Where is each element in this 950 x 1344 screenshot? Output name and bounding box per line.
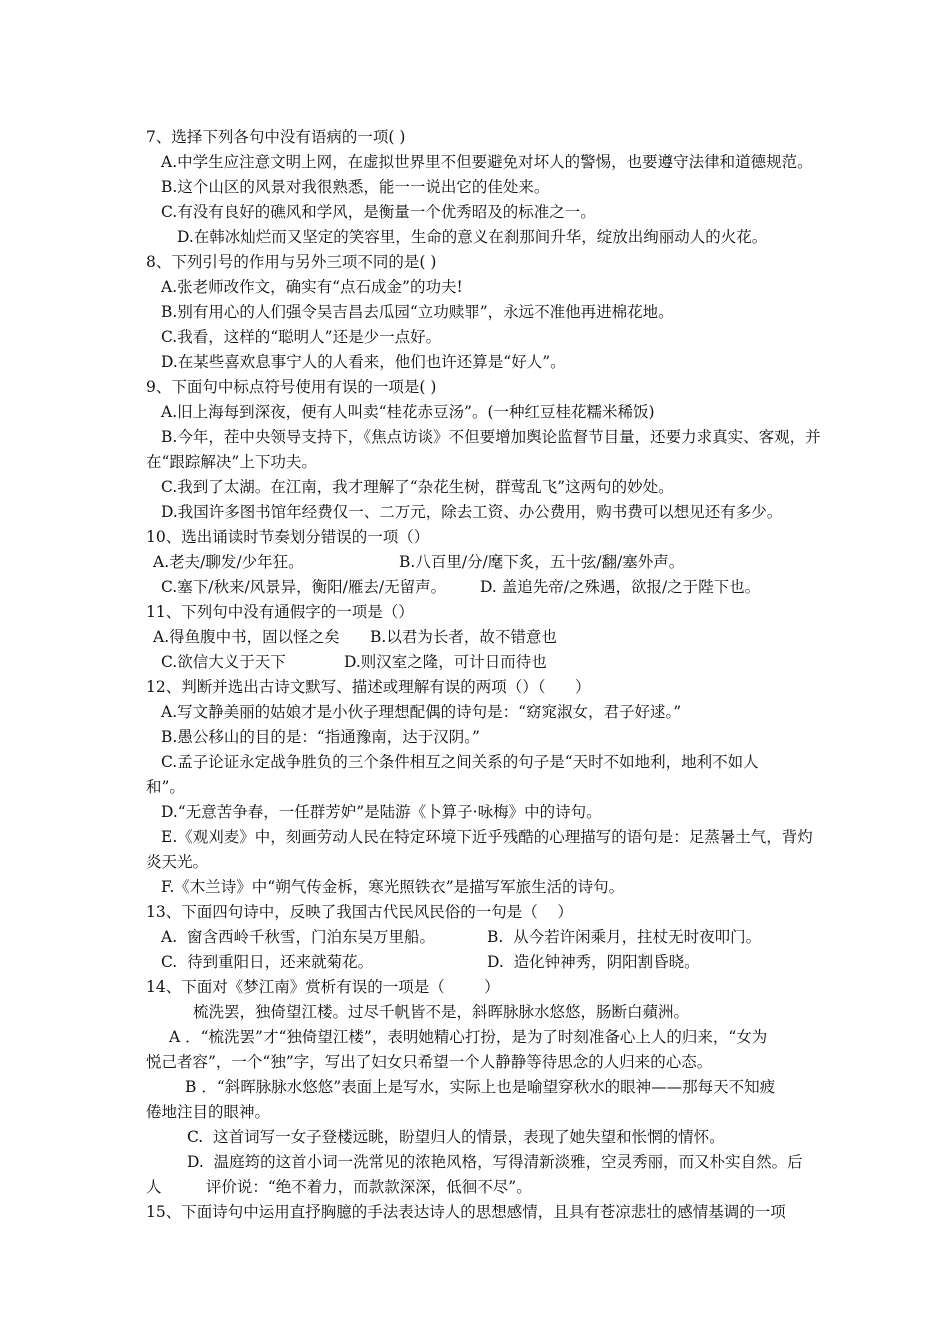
question-10-stem: 10、选出诵读时节奏划分错误的一项（） — [146, 528, 430, 546]
question-10-option-c: C.塞下/秋来/风景异，衡阳/雁去/无留声。 — [161, 578, 447, 596]
question-8-stem: 8、下列引号的作用与另外三项不同的是( ) — [146, 253, 437, 271]
question-7-option-a: A.中学生应注意文明上网，在虚拟世界里不但要避免对坏人的警惕，也要遵守法律和道德规范。 — [161, 153, 813, 171]
question-13-option-b: B. 从今若许闲乘月，拄杖无时夜叩门。 — [487, 928, 762, 946]
question-14-option-a-cont: 悦己者容”，一个“独”字，写出了妇女只希望一个人静静等待思念的人归来的心态。 — [146, 1053, 713, 1071]
question-8-option-c: C.我看，这样的“聪明人”还是少一点好。 — [161, 328, 442, 346]
question-12-option-c: C.孟子论证永定战争胜负的三个条件相互之间关系的句子是“天时不如地利，地利不如人 — [161, 753, 759, 771]
question-10-option-b: B.八百里/分/麾下炙，五十弦/翻/塞外声。 — [399, 553, 685, 571]
question-14-option-c: C. 这首词写一女子登楼远眺，盼望归人的情景，表现了她失望和怅惘的情怀。 — [187, 1128, 725, 1146]
question-14-option-b-cont: 倦地注目的眼神。 — [146, 1103, 271, 1121]
question-8-option-b: B.别有用心的人们强令吴吉昌去瓜园“立功赎罪”，永远不准他再进棉花地。 — [161, 303, 674, 321]
question-10-option-a: A.老夫/聊发/少年狂。 — [153, 553, 304, 571]
question-12-option-f: F.《木兰诗》中“朔气传金柝，寒光照铁衣”是描写军旅生活的诗句。 — [161, 878, 625, 896]
question-15-stem: 15、下面诗句中运用直抒胸臆的手法表达诗人的思想感情，且具有苍凉悲壮的感情基调的一项 — [146, 1203, 786, 1221]
question-11-stem: 11、下列句中没有通假字的一项是（） — [146, 603, 414, 621]
question-14-option-b: B ．“斜晖脉脉水悠悠”表面上是写水，实际上也是喻望穿秋水的眼神——那每天不知疲 — [185, 1078, 776, 1096]
question-11-option-d: D.则汉室之隆，可计日而待也 — [344, 653, 547, 671]
question-7-option-d: D.在韩冰灿烂而又坚定的笑容里，生命的意义在刹那间升华，绽放出绚丽动人的火花。 — [177, 228, 768, 246]
question-12-option-e: E.《观刈麦》中，刻画劳动人民在特定环境下近乎残酷的心理描写的语句是：足蒸暑土气，背灼 — [161, 828, 813, 846]
question-12-option-a: A.写文静美丽的姑娘才是小伙子理想配偶的诗句是：“窈窕淑女，君子好逑。” — [161, 703, 682, 721]
question-14-stem: 14、下面对《梦江南》赏析有误的一项是（ ） — [146, 978, 500, 996]
question-9-stem: 9、下面句中标点符号使用有误的一项是( ) — [146, 378, 437, 396]
question-7-stem: 7、选择下列各句中没有语病的一项( ) — [146, 128, 406, 146]
question-12-option-b: B.愚公移山的目的是：“指通豫南，达于汉阴。” — [161, 728, 480, 746]
question-7-option-b: B.这个山区的风景对我很熟悉，能一一说出它的佳处来。 — [161, 178, 550, 196]
question-11-option-c: C.欲信大义于天下 — [161, 653, 286, 671]
question-11-option-b: B.以君为长者，故不错意也 — [370, 628, 557, 646]
question-9-option-b: B.今年，茬中央领导支持下，《焦点访谈》不但要增加舆论监督节目量，还要力求真实、客观，并 — [161, 428, 821, 446]
question-8-option-d: D.在某些喜欢息事宁人的人看来，他们也许还算是“好人”。 — [161, 353, 566, 371]
question-14-option-d: D. 温庭筠的这首小词一洗常见的浓艳风格，写得清新淡雅，空灵秀丽，而又朴实自然。后 — [187, 1153, 803, 1171]
question-14-poem: 梳洗罢，独倚望江楼。过尽千帆皆不是，斜晖脉脉水悠悠，肠断白蘋洲。 — [193, 1003, 690, 1021]
question-14-option-a: A ．“梳洗罢”才“独倚望江楼”，表明她精心打扮，是为了时刻准备心上人的归来，“女为 — [169, 1028, 768, 1046]
question-12-option-e-cont: 炎天光。 — [146, 853, 209, 871]
question-9-option-b-cont: 在“跟踪解决”上下功夫。 — [146, 453, 317, 471]
question-12-option-c-cont: 和”。 — [146, 778, 185, 796]
question-12-stem: 12、判断并选出古诗文默写、描述或理解有误的两项（）（ ） — [146, 678, 591, 696]
question-14-option-d-cont: 人 评价说：“绝不着力，而款款深深，低徊不尽”。 — [146, 1178, 532, 1196]
question-13-option-d: D. 造化钟神秀，阴阳割昏晓。 — [487, 953, 700, 971]
question-13-option-a: A. 窗含西岭千秋雪，门泊东吴万里船。 — [161, 928, 435, 946]
question-9-option-a: A.旧上海每到深夜，便有人叫卖“桂花赤豆汤”。(一种红豆桂花糯米稀饭) — [161, 403, 655, 421]
question-9-option-c: C.我到了太湖。在江南，我才理解了“杂花生树，群莺乱飞”这两句的妙处。 — [161, 478, 674, 496]
question-12-option-d: D.“无意苦争春，一任群芳妒”是陆游《卜算子·咏梅》中的诗句。 — [161, 803, 602, 821]
question-10-option-d: D. 盖追先帝/之殊遇，欲报/之于陛下也。 — [480, 578, 761, 596]
question-11-option-a: A.得鱼腹中书，固以怪之矣 — [153, 628, 340, 646]
question-13-stem: 13、下面四句诗中，反映了我国古代民风民俗的一句是（ ） — [146, 903, 573, 921]
question-9-option-d: D.我国许多图书馆年经费仅一、二万元，除去工资、办公费用，购书费可以想见还有多少。 — [161, 503, 783, 521]
question-8-option-a: A.张老师改作文，确实有“点石成金”的功夫! — [161, 278, 463, 296]
question-7-option-c: C.有没有良好的礁风和学风，是衡量一个优秀昭及的标准之一。 — [161, 203, 596, 221]
question-13-option-c: C. 待到重阳日，还来就菊花。 — [161, 953, 374, 971]
